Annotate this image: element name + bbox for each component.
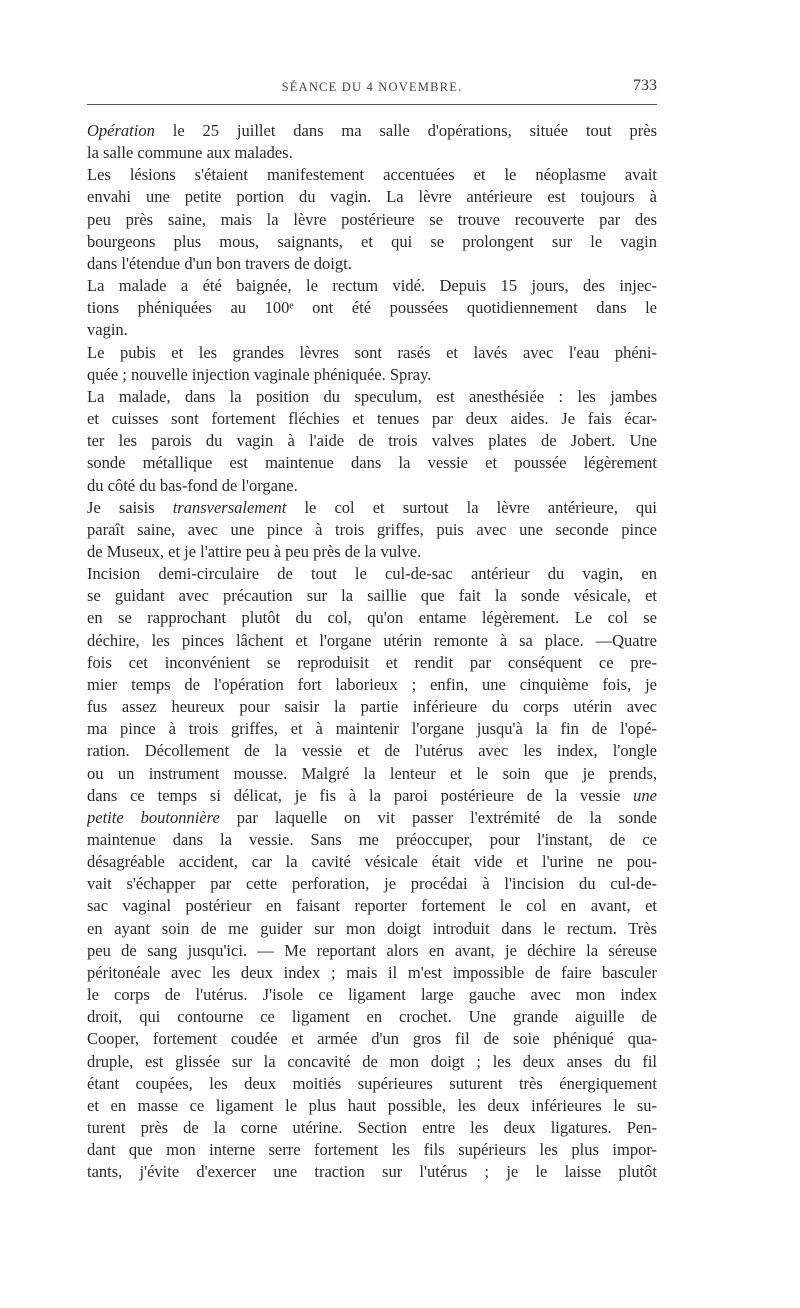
text-line [87,209,657,231]
text-line [87,408,657,430]
text-line [87,253,657,275]
text-line [87,142,657,164]
text-line [87,1139,657,1161]
text-run: et en masse ce ligament le plus haut possible, les deux inférieures le su- [87,1095,657,1115]
text-run: le 25 juillet dans ma salle d'opérations, située tout près [154,121,657,140]
text-line [87,364,657,386]
running-head [87,76,657,98]
text-run: du côté du bas-fond de l'organe. [87,475,298,495]
text-run: et cuisses sont fortement fléchies et tenues par deux aides. Je fais écar- [87,409,657,429]
paragraph [87,120,657,164]
text-run: dans ce temps si délicat, je fis à la paroi postérieure de la vessie [87,785,634,805]
text-run: paraît saine, avec une pince à trois griffes, puis avec une seconde pince [87,519,657,539]
text-line [87,430,657,452]
text-line [87,319,657,341]
italic-text: transversalement [172,497,287,517]
text-line [87,1117,657,1139]
text-line [87,275,657,297]
text-run: droit, qui contourne ce ligament en crochet. Une grande aiguille de [87,1007,657,1027]
italic-text: une [633,785,657,805]
text-run: La malade, dans la position du speculum, est anesthésiée : les jambes [87,386,657,406]
text-line [87,718,657,740]
text-line [87,674,657,696]
text-run: désagréable accident, car la cavité vésicale était vide et l'urine ne pou- [87,852,657,872]
text-run: la salle commune aux malades. [87,143,293,163]
text-line [87,740,657,762]
text-run: Cooper, fortement coudée et armée d'un gros fil de soie phéniqué qua- [87,1029,657,1049]
paragraph [87,563,657,1183]
text-line [87,186,657,208]
text-run: dant que mon interne serre fortement les fils supérieurs les plus impor- [87,1140,657,1160]
text-line [87,696,657,718]
paragraph [87,164,657,275]
text-run: fois cet inconvénient se reproduisit et rendit par conséquent ce pre- [87,652,657,672]
text-run: sac vaginal postérieur en faisant reporter fortement le col en avant, et [87,896,657,916]
text-run: Incision demi-circulaire de tout le cul-de-sac antérieur du vagin, en [87,564,657,584]
text-run: peu de sang jusqu'ici. — Me reportant alors en avant, je déchire la séreuse [87,940,657,960]
paragraph [87,497,657,563]
paragraph [87,275,657,341]
italic-text: petite boutonnière [87,807,220,827]
book-page [87,0,657,1308]
text-run: en se rapprochant plutôt du col, qu'on entame légèrement. Le col se [87,608,657,628]
text-line [87,585,657,607]
text-run: tions phéniquées au 100ᵉ ont été poussées quotidiennement dans le [87,298,657,318]
text-run: bourgeons plus mous, saignants, et qui se prolongent sur le vagin [87,231,657,251]
text-line [87,1095,657,1117]
text-run: Je saisis [87,497,173,517]
text-line [87,984,657,1006]
page-number: 733 [633,77,657,94]
text-line [87,1028,657,1050]
text-line [87,785,657,807]
text-line [87,807,657,829]
text-run: le col et surtout la lèvre antérieure, qui [286,497,657,517]
text-line [87,851,657,873]
text-run: se guidant avec précaution sur la saillie que fait la sonde vésicale, et [87,586,657,606]
text-line [87,1006,657,1028]
text-line [87,164,657,186]
text-run: en ayant soin de me guider sur mon doigt introduit dans le rectum. Très [87,918,657,938]
paragraph [87,386,657,497]
text-line [87,475,657,497]
text-line [87,962,657,984]
text-run: de Museux, et je l'attire peu à peu près de la vulve. [87,541,422,561]
text-run: sonde métallique est maintenue dans la vessie et poussée légèrement [87,453,657,473]
text-run: fus assez heureux pour saisir la partie inférieure du corps utérin avec [87,697,657,717]
text-run: Le pubis et les grandes lèvres sont rasés et lavés avec l'eau phéni- [87,342,657,362]
text-line [87,231,657,253]
text-run: étant coupées, les deux moitiés supérieures suturent très énergiquement [87,1073,657,1093]
text-run: envahi une petite portion du vagin. La lèvre antérieure est toujours à [87,187,657,207]
italic-text: Opération [87,121,155,140]
text-line [87,563,657,585]
text-run: déchire, les pinces lâchent et l'organe utérin remonte à sa place. —Quatre [87,630,657,650]
text-line [87,940,657,962]
text-run: peu près saine, mais la lèvre postérieure se trouve recouverte par des [87,209,657,229]
text-run: tants, j'évite d'exercer une traction sur l'utérus ; je le laisse plutôt [87,1162,657,1182]
text-run: vait s'échapper par cette perforation, je procédai à l'incision du cul-de- [87,874,657,894]
text-run: dans l'étendue d'un bon travers de doigt. [87,253,352,273]
text-line [87,541,657,563]
text-run: ou un instrument mousse. Malgré la lenteur et le soin que je prends, [87,763,657,783]
text-line [87,829,657,851]
text-run: ter les parois du vagin à l'aide de trois valves plates de Jobert. Une [87,431,657,451]
text-line [87,1051,657,1073]
text-line [87,452,657,474]
text-run: péritonéale avec les deux index ; mais il m'est impossible de faire basculer [87,962,657,982]
text-line [87,342,657,364]
text-line [87,918,657,940]
text-line [87,763,657,785]
text-run: Les lésions s'étaient manifestement accentuées et le néoplasme avait [87,165,657,185]
text-line [87,873,657,895]
text-line [87,519,657,541]
text-line [87,895,657,917]
text-line [87,497,657,519]
text-run: quée ; nouvelle injection vaginale phéniquée. Spray. [87,364,432,384]
text-run: vagin. [87,320,128,340]
text-line [87,652,657,674]
text-run: le corps de l'utérus. J'isole ce ligament large gauche avec mon index [87,985,657,1005]
text-run: par laquelle on vit passer l'extrémité de la sonde [219,807,657,827]
header-rule [87,104,657,105]
text-line [87,630,657,652]
text-run: ma pince à trois griffes, et à maintenir l'organe jusqu'à la fin de l'opé- [87,719,657,739]
text-line [87,297,657,319]
text-line [87,386,657,408]
text-line [87,1161,657,1183]
text-run: turent près de la corne utérine. Section entre les deux ligatures. Pen- [87,1118,657,1138]
text-line [87,120,657,142]
text-run: La malade a été baignée, le rectum vidé. Depuis 15 jours, des injec- [87,276,657,296]
text-line [87,607,657,629]
body-text [87,120,657,1184]
text-run: ration. Décollement de la vessie et de l'utérus avec les index, l'ongle [87,741,657,761]
text-run: druple, est glissée sur la concavité de mon doigt ; les deux anses du fil [87,1051,657,1071]
text-run: mier temps de l'opération fort laborieux ; enfin, une cinquième fois, je [87,674,657,694]
text-run: maintenue dans la vessie. Sans me préoccuper, pour l'instant, de ce [87,830,657,849]
paragraph [87,342,657,386]
text-line [87,1073,657,1095]
running-title: SÉANCE DU 4 NOVEMBRE. [281,80,463,94]
